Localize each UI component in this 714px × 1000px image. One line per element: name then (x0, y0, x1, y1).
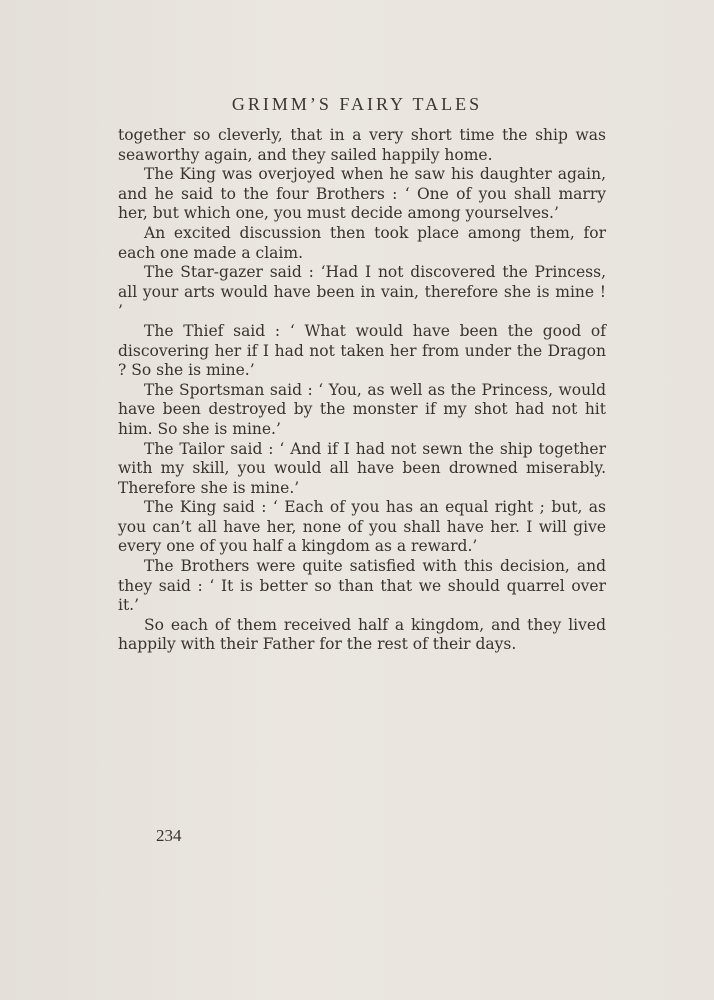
paragraph: The Brothers were quite satisfied with this decision, and they said : ‘ It is better so than that we should quarrel over it.’ (118, 557, 606, 615)
paragraph: The King was overjoyed when he saw his daughter again, and he said to the four Brothers : ‘ One of you shall marry her, but which one, you must decide among yourselves.’ (118, 165, 606, 223)
paragraph: An excited discussion then took place among them, for each one made a claim. (118, 223, 606, 262)
page-number: 234 (156, 826, 182, 845)
paragraph: The Tailor said : ‘ And if I had not sewn the ship together with my skill, you would all have been drowned miserably. Therefore she is mine.’ (118, 439, 606, 497)
paragraph: So each of them received half a kingdom, and they lived happily with their Father for the rest of their days. (118, 615, 606, 654)
paragraph: The Star-gazer said : ‘Had I not discovered the Princess, all your arts would have been in vain, therefore she is mine ! ’ (118, 263, 606, 321)
paragraph: The Thief said : ‘ What would have been the good of discovering her if I had not taken her from under the Dragon ? So she is mine.’ (118, 321, 606, 380)
body-text (118, 126, 606, 655)
paragraph: together so cleverly, that in a very short time the ship was seaworthy again, and they sailed happily home. (118, 126, 606, 164)
paragraph: The Sportsman said : ‘ You, as well as the Princess, would have been destroyed by the monster if my shot had not hit him. So she is mine.’ (118, 380, 606, 438)
paragraph: The King said : ‘ Each of you has an equal right ; but, as you can’t all have her, none of you shall have her. I will give every one of you half a kingdom as a reward.’ (118, 498, 606, 556)
running-header: GRIMM’S FAIRY TALES (231, 94, 483, 114)
